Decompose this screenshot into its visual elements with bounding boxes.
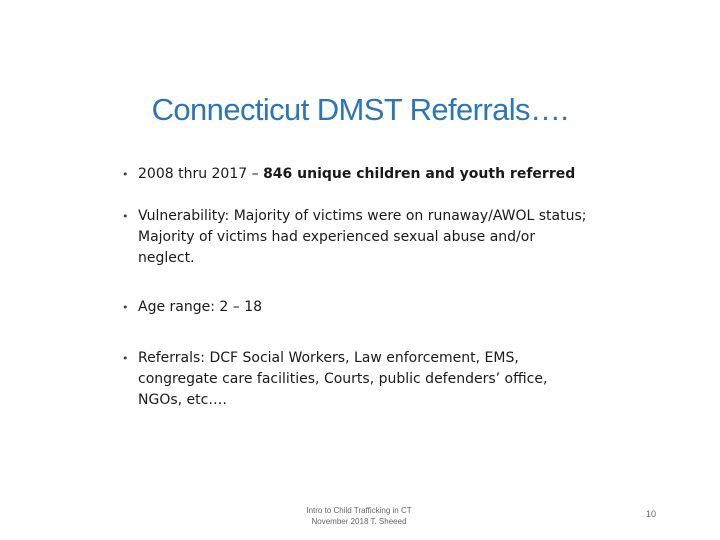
slide-footer — [274, 505, 444, 527]
bullet-item-referrals — [122, 348, 592, 411]
bullet-marker: • — [122, 301, 129, 314]
footer-line-1: Intro to Child Trafficking in CT — [306, 506, 412, 515]
footer-line-2: November 2018 T. Sheeed — [311, 517, 407, 526]
bullet-marker: • — [122, 168, 129, 181]
bullet-item-date-range — [122, 164, 592, 185]
bullet-list — [122, 164, 592, 411]
slide-title: Connecticut DMST Referrals…. — [151, 92, 569, 127]
bullet-text: Vulnerability: Majority of victims were on runaway/AWOL status; Majority of victims had experienced sexual abuse and/or neglect. — [138, 208, 587, 266]
page-number: 10 — [646, 509, 657, 519]
bullet-marker: • — [122, 210, 129, 223]
bullet-text: Referrals: DCF Social Workers, Law enforcement, EMS, congregate care facilities, Courts, public defenders’ office, NGOs, etc…. — [138, 350, 548, 408]
bullet-marker: • — [122, 352, 129, 365]
bullet-text-prefix: 2008 thru 2017 – — [138, 166, 264, 182]
bullet-item-age-range — [122, 297, 592, 318]
bullet-text-emphasis: 846 unique children and youth referred — [263, 166, 576, 182]
bullet-item-vulnerability — [122, 206, 592, 269]
bullet-text: Age range: 2 – 18 — [138, 299, 263, 315]
